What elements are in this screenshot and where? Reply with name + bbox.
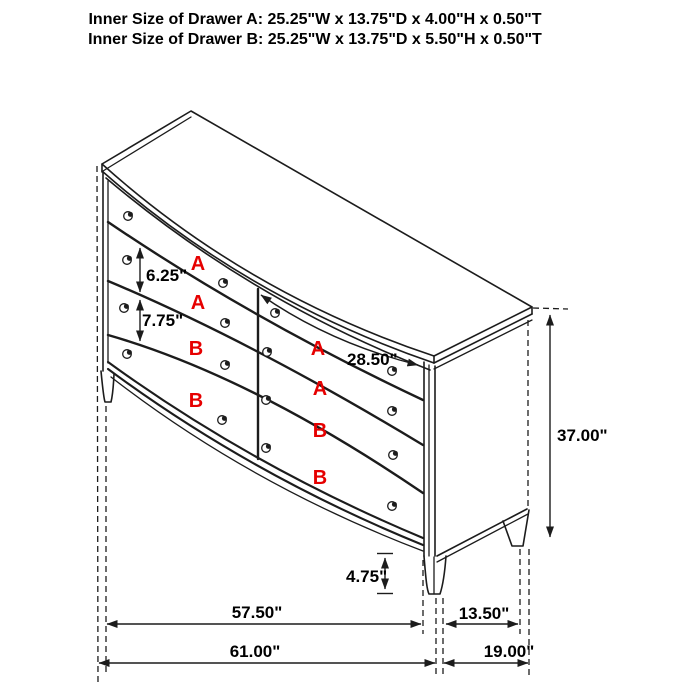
dim-label-right-opening-width: 28.50" [347, 350, 398, 369]
drawer-label-right-3: B [312, 420, 328, 442]
drawer-label-left-4: B [188, 390, 204, 412]
dim-label-drawer-a-height: 6.25" [146, 266, 188, 285]
drawer-label-left-3: B [188, 338, 204, 360]
front-right-leg [424, 556, 446, 594]
front-left-leg [101, 371, 114, 402]
title-line-2: Inner Size of Drawer B: 25.25"W x 13.75"D x 5.50"H x 0.50"T [88, 31, 542, 48]
drawer-label-left-2: A [190, 292, 206, 314]
drawer-label-right-4: B [312, 467, 328, 489]
drawer-label-left-1: A [190, 253, 206, 275]
dim-label-leg-height: 4.75" [346, 567, 388, 586]
title-line-1: Inner Size of Drawer A: 25.25"W x 13.75"D x 4.00"H x 0.50"T [88, 11, 542, 28]
dim-label-front-inner-width: 57.50" [231, 603, 283, 622]
dim-label-drawer-b-height: 7.75" [142, 311, 184, 330]
drawer-label-right-2: A [312, 378, 328, 400]
dim-label-overall-height: 37.00" [557, 426, 608, 445]
drawer-label-right-1: A [310, 338, 326, 360]
dim-label-overall-width: 61.00" [229, 642, 281, 661]
dim-label-overall-depth: 19.00" [483, 642, 535, 661]
dim-label-side-inner-depth: 13.50" [458, 604, 510, 623]
